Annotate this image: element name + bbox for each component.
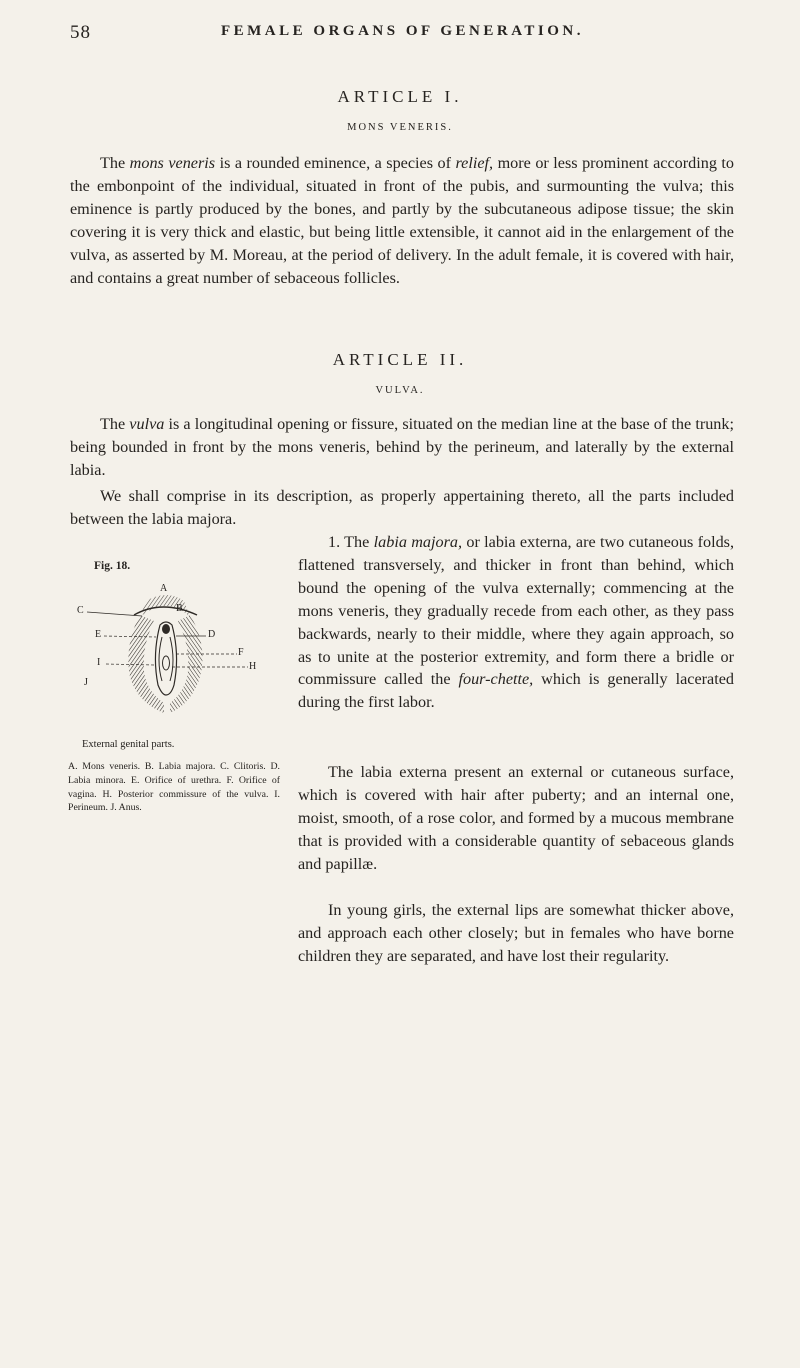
- term-labia-majora: labia majora,: [373, 533, 463, 551]
- figure-letter-d: D: [208, 629, 216, 640]
- figure-letter-c: C: [77, 605, 84, 616]
- article-2-subheading: VULVA.: [375, 385, 425, 396]
- term-vulva: vulva: [129, 415, 165, 433]
- figure-letter-a: A: [160, 583, 168, 594]
- figure-letter-b: B: [176, 603, 183, 614]
- vulva-intro-paragraph: The vulva is a longitudinal opening or fissure, situated on the median line at the base of the trunk; being bounded in front by the mons veneris, behind by the perineum, and laterally by the external labia.: [70, 415, 734, 479]
- page-number: 58: [70, 22, 91, 43]
- figure-18-illustration: [72, 585, 287, 725]
- term-relief: relief,: [455, 154, 494, 172]
- labia-majora-paragraph: 1. The labia majora, or labia externa, are two cutaneous folds, flattened transversely, and thicker in front than behind, which bound the opening of the vulva externally; commencing at the mons veneris, they gradually recede from each other, as they pass backwards, nearly to their middle, where they again approach, so as to unite at the posterior extremity, and form there a bridle or commissure called the four-chette, which is generally lacerated during the first labor.: [298, 533, 735, 712]
- article-1-subheading: MONS VENERIS.: [347, 122, 453, 133]
- figure-label: Fig. 18.: [94, 560, 131, 572]
- figure-letter-e: E: [95, 629, 102, 640]
- term-fourchette: four-chette,: [458, 670, 534, 689]
- article-2-heading: ARTICLE II.: [332, 350, 468, 369]
- term-mons-veneris: mons veneris: [129, 154, 216, 172]
- running-title: FEMALE ORGANS OF GENERATION.: [220, 23, 585, 39]
- figure-caption-legend: A. Mons veneris. B. Labia majora. C. Clitoris. D. Labia minora. E. Orifice of urethra. F. Orifice of vagina. H. Posterior commissure of the vulva. I. Perineum. J. Anus.: [68, 761, 280, 814]
- labia-surfaces-paragraph: The labia externa present an external or cutaneous surface, which is covered with hair after puberty; and an internal one, moist, smooth, of a rose color, and formed by a mucous membrane that is provided with a considerable quantity of sebaceous glands and papillæ.: [298, 763, 734, 873]
- young-girls-paragraph: In young girls, the external lips are somewhat thicker above, and approach each other closely; but in females who have borne children they are separated, and have lost their regularity.: [298, 901, 734, 965]
- figure-letter-h: H: [249, 661, 257, 672]
- mons-veneris-paragraph: The mons veneris is a rounded eminence, a species of relief, more or less prominent according to the embonpoint of the individual, situated in front of the pubis, and surmounting the vulva; this eminence is partly produced by the bones, and partly by the subcutaneous adipose tissue; the skin covering it is very thick and elastic, but being little extensible, it cannot aid in the enlargement of the vulva, as asserted by M. Moreau, at the period of delivery. In the adult female, it is covered with hair, and contains a great number of sebaceous follicles.: [70, 154, 734, 287]
- figure-letter-i: I: [97, 657, 101, 668]
- figure-caption-title: External genital parts.: [82, 739, 175, 750]
- article-1-heading: ARTICLE I.: [337, 87, 463, 106]
- figure-letter-j: J: [84, 677, 88, 688]
- figure-letter-f: F: [238, 647, 244, 658]
- clitoris-shape: [162, 624, 170, 634]
- running-head: [70, 22, 735, 48]
- description-scope-paragraph: We shall comprise in its description, as properly appertaining thereto, all the parts included between the labia majora.: [70, 487, 734, 528]
